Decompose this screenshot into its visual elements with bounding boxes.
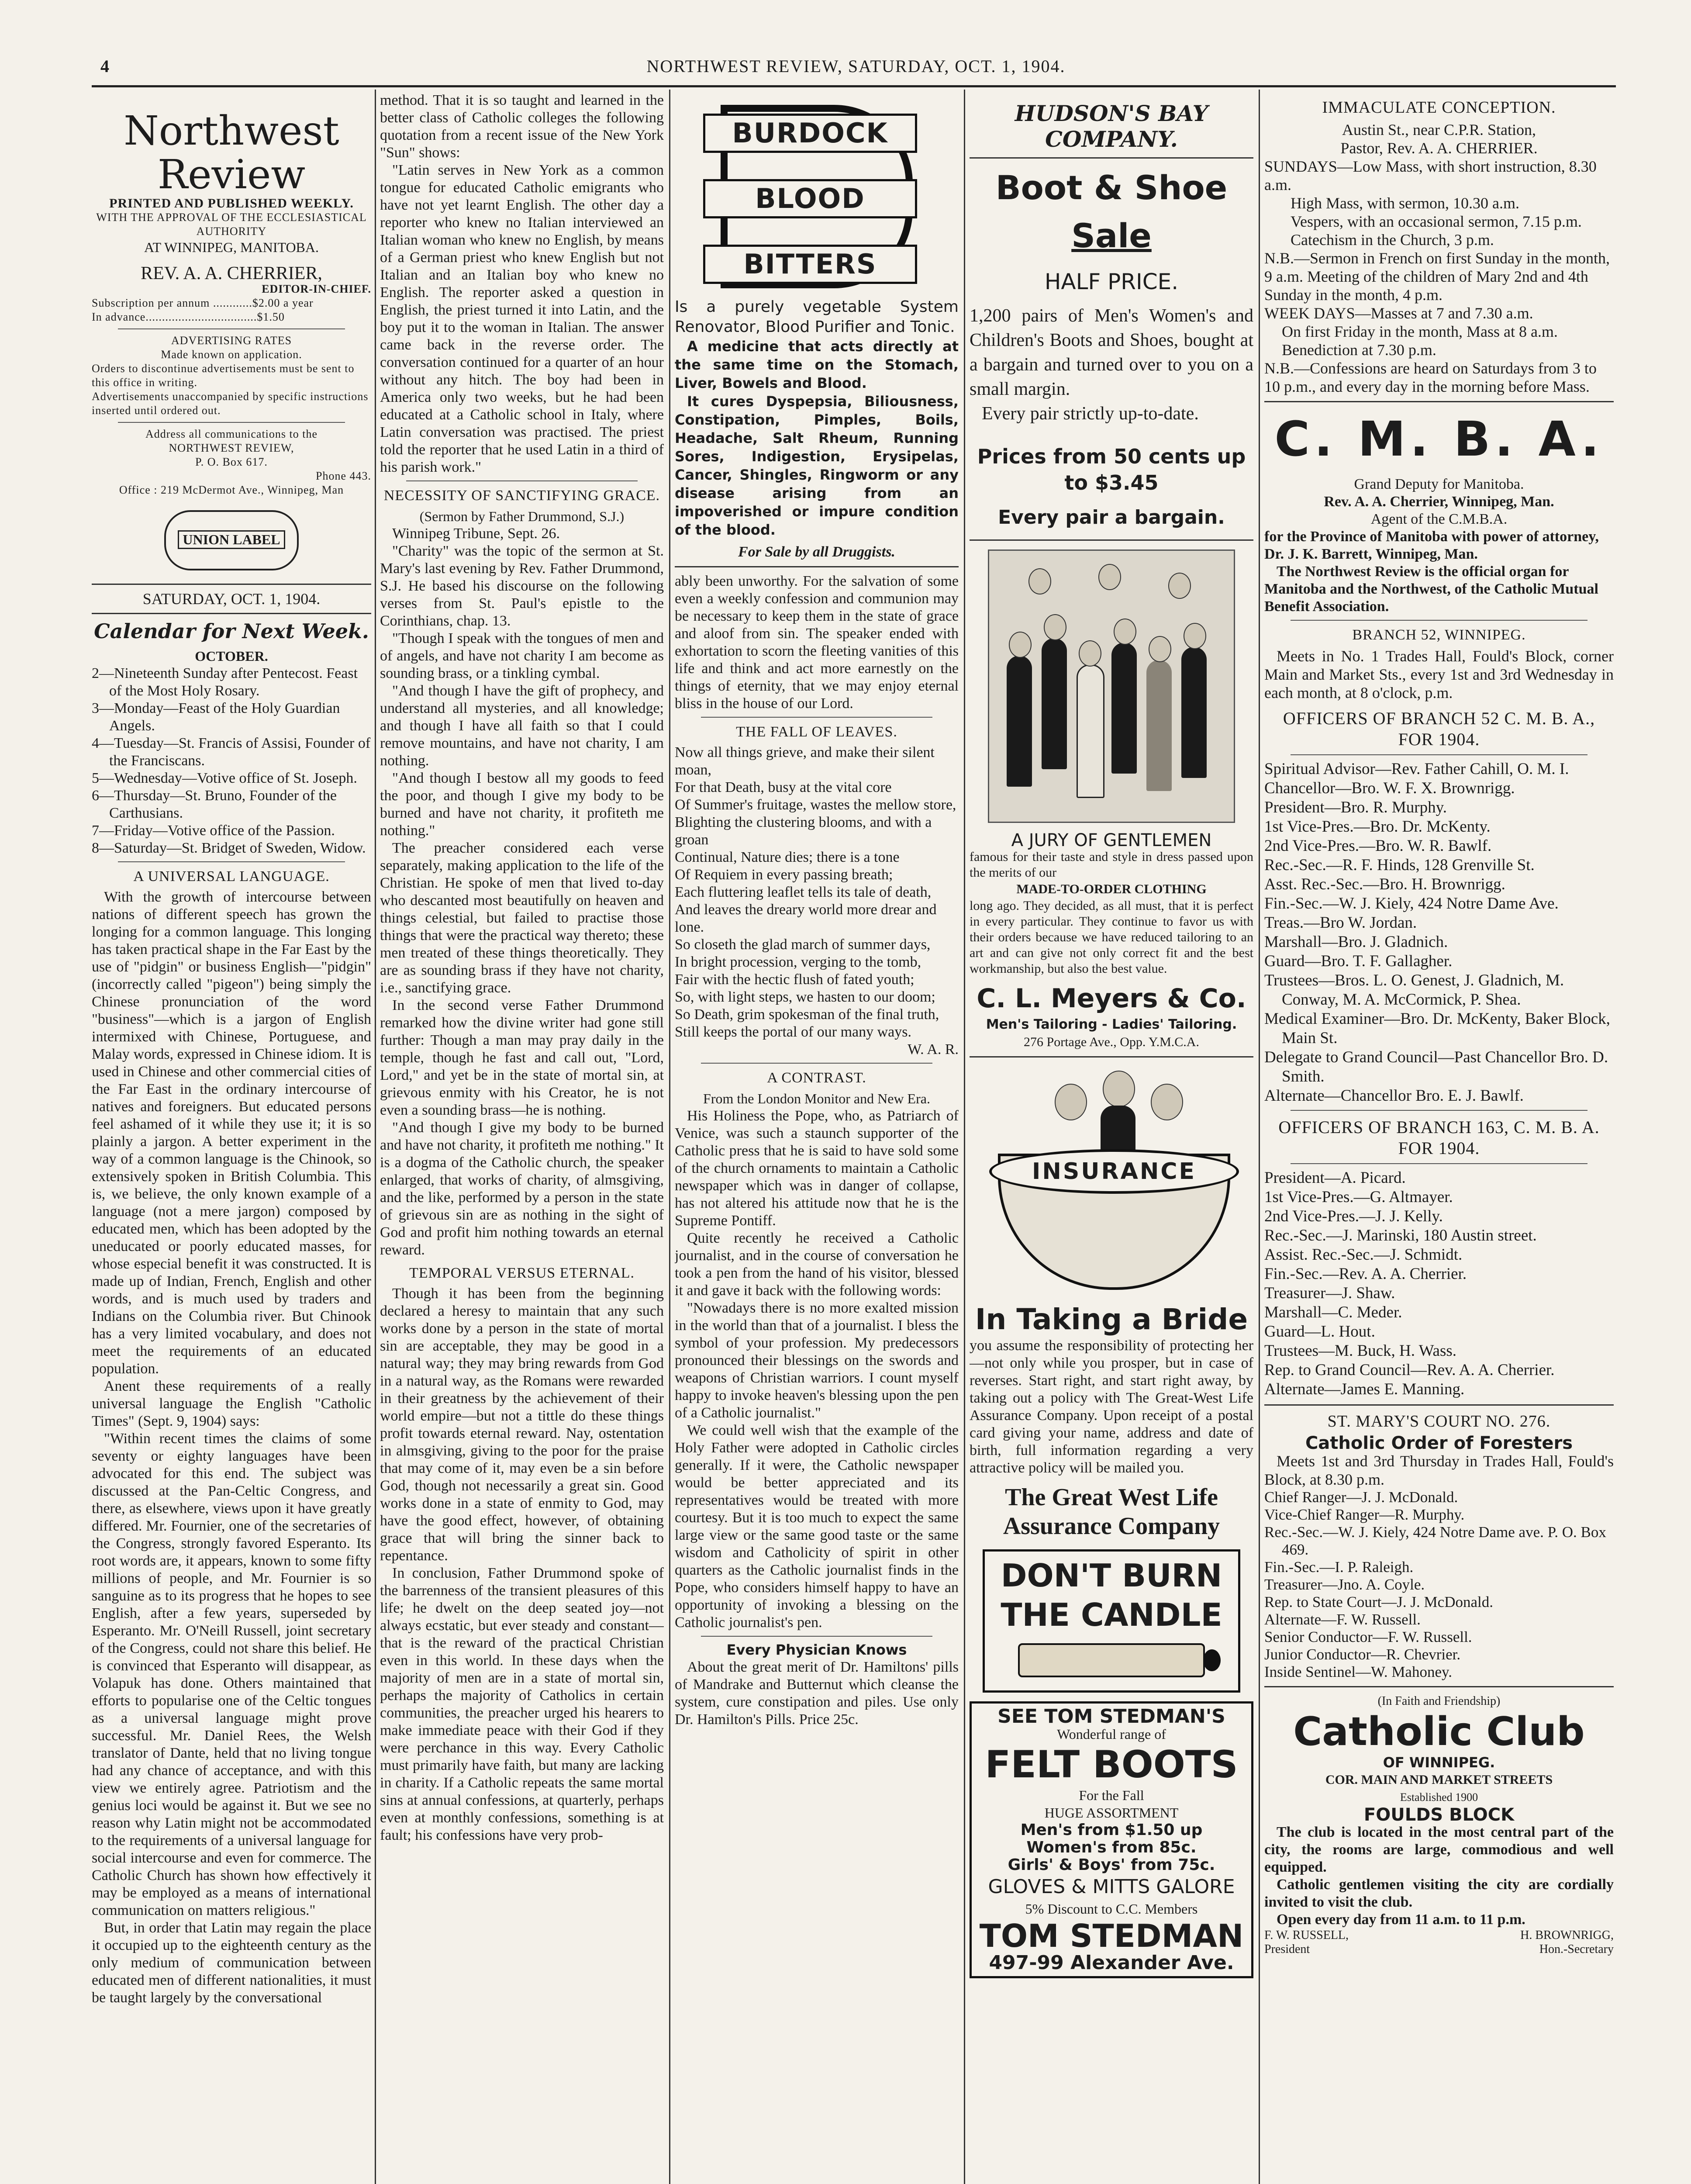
poem-line: So closeth the glad march of summer days, <box>675 936 931 953</box>
subscription: Subscription per annum ............$2.00 a year <box>92 297 314 309</box>
ad-price: Girls' & Boys' from 75c. <box>1008 1856 1215 1874</box>
union-label-text: UNION LABEL <box>178 530 285 549</box>
tailor-address: 276 Portage Ave., Opp. Y.M.C.A. <box>1024 1035 1199 1049</box>
advertisement-body <box>675 297 959 561</box>
gentleman-head <box>1028 568 1051 594</box>
gentleman-figure <box>1111 643 1137 774</box>
signature-name: F. W. RUSSELL, <box>1264 1928 1349 1942</box>
gentleman-head <box>1098 564 1121 590</box>
paragraph: Though it has been from the beginning declared a heresy to maintain that any such works done by a person in the state of mortal sin are acceptable, they may be good in a natural way; they may bring rewards from God in a natural way, as the Romans were rewarded in their greatness by the achievement of their world empire—but not a tittle do these things profit towards eternal reward. Nay, ostentation in almsgiving, giving to the poor for the praise that may come of it, may even be a sin before God, though not necessarily a great sin. Good works done in a state of enmity to God, may have the good effect, however, of obtaining grace that will bring the sinner back to repentance. <box>380 1286 664 1564</box>
gentleman-head <box>1079 640 1101 667</box>
schedule-line: SUNDAYS—Low Mass, with short instruction, 8.30 a.m. <box>1264 158 1597 194</box>
divider <box>1291 620 1587 621</box>
company-name: The Great West Life <box>1005 1484 1218 1511</box>
schedule-line: Catechism in the Church, 3 p.m. <box>1291 231 1494 249</box>
article-body <box>675 1107 959 1631</box>
groom-head <box>1103 1071 1135 1107</box>
ad-line: HUGE ASSORTMENT <box>1044 1805 1179 1821</box>
ad-prices: Prices from 50 cents up to $3.45 <box>977 445 1246 494</box>
ad-text: 1,200 pairs of Men's Women's and Children's Boots and Shoes, bought at a bargain and turned over to you on a small margin. <box>970 306 1253 399</box>
column-1 <box>92 92 371 2184</box>
officers-list <box>1264 1168 1614 1399</box>
court-title: ST. MARY'S COURT NO. 276. <box>1327 1412 1551 1431</box>
officer: Guard—Bro. T. F. Gallagher. <box>1264 952 1453 970</box>
paragraph: ably been unworthy. For the salvation of some even a weekly confession and communion may be necessary to keep them in the state of grace and aloof from sin. The speaker ended with exhortation to scorn the fleeting vanities of this life and think and act more earnestly on the things of eternity, that we may enjoy eternal bliss in the house of our Lord. <box>675 573 959 712</box>
article-body <box>380 1285 664 1844</box>
divider <box>1264 1686 1614 1687</box>
ad-rates-heading: ADVERTISING RATES <box>171 334 292 347</box>
club-line: COR. MAIN AND MARKET STREETS <box>1325 1773 1553 1787</box>
signature-title: President <box>1264 1942 1310 1956</box>
divider <box>1291 1163 1587 1164</box>
masthead-approval: WITH THE APPROVAL OF THE ECCLESIASTICAL AUTHORITY <box>96 211 367 238</box>
ad-body <box>675 1659 959 1728</box>
officer: Rep. to State Court—J. J. McDonald. <box>1264 1593 1493 1610</box>
ad-bargain: Every pair a bargain. <box>998 506 1225 529</box>
calendar-month: OCTOBER. <box>195 648 268 664</box>
paragraph: His Holiness the Pope, who, as Patriarch of Venice, was such a staunch supporter of the Catholic press that he is said to have sold some of the church ornaments to maintain a Catholic newspaper which was in danger of collapse, has not altered his attitude now that he is the Supreme Pontiff. <box>675 1108 959 1229</box>
ad-price: Men's from $1.50 up <box>1020 1821 1203 1839</box>
masthead-place: AT WINNIPEG, MANITOBA. <box>144 239 319 255</box>
poem-line: Now all things grieve, and make their silent moan, <box>675 744 935 778</box>
paragraph: "Nowadays there is no more exalted mission in the world than that of a journalist. I bless the symbol of your profession. My predecessors pronounced their blessings on the swords and weapons of Christian warriors. I count myself happy to invoke heaven's blessing upon the pen of a Catholic journalist." <box>675 1300 959 1421</box>
calendar-item: 7—Friday—Votive office of the Passion. <box>92 822 335 839</box>
officer: 2nd Vice-Pres.—J. J. Kelly. <box>1264 1207 1443 1225</box>
flame-icon <box>1203 1649 1221 1671</box>
logo-word: BLOOD <box>703 179 917 218</box>
article-body <box>380 525 664 1259</box>
office-address: Office : 219 McDermot Ave., Winnipeg, Man <box>119 484 344 496</box>
groom-head <box>1151 1084 1183 1120</box>
officer: Treasurer—Jno. A. Coyle. <box>1264 1576 1425 1593</box>
poem-line: And leaves the dreary world more drear and lone. <box>675 902 937 935</box>
article-title: A UNIVERSAL LANGUAGE. <box>133 868 330 885</box>
address-line: NORTHWEST REVIEW, <box>169 442 294 454</box>
gentleman-head <box>1044 614 1066 640</box>
schedule-line: Austin St., near C.P.R. Station, <box>1342 121 1536 138</box>
officer: Chancellor—Bro. W. F. X. Brownrigg. <box>1264 779 1515 797</box>
club-text: Open every day from 11 a.m. to 11 p.m. <box>1277 1911 1525 1928</box>
officer: Treasurer—J. Shaw. <box>1264 1284 1395 1302</box>
paragraph: In the second verse Father Drummond remarked how the divine writer had gone still further: Though a man may pray daily in the temple, though he fast and call out, "Lord, Lord," and yet be in the state of mortal sin, at grievous enmity with his Creator, he is not even a sounding brass—he is nothing. <box>380 997 664 1118</box>
officer: Delegate to Grand Council—Past Chancellor Bro. D. Smith. <box>1264 1048 1608 1085</box>
cmba-line: for the Province of Manitoba with power of attorney, Dr. J. K. Barrett, Winnipeg, Man. <box>1264 529 1599 562</box>
address-line: P. O. Box 617. <box>195 456 268 468</box>
ad-text: you assume the responsibility of protecting her—not only while you prosper, but in case of reverses. Start right, and start right away, by taking out a policy with The Great-West Life Assurance Company. Upon receipt of a postal card giving your name, address and date of birth, full information regarding a very attractive policy will be mailed you. <box>970 1337 1253 1476</box>
calendar-item: 3—Monday—Feast of the Holy Guardian Angels. <box>92 700 340 734</box>
ad-title: A JURY OF GENTLEMEN <box>1011 830 1212 850</box>
divider <box>701 1063 932 1064</box>
ad-title: Sale <box>1071 216 1152 255</box>
cmba-line: Grand Deputy for Manitoba. <box>1354 476 1524 492</box>
divider <box>92 613 371 614</box>
page-header <box>100 56 1612 82</box>
poem-line: Continual, Nature dies; there is a tone <box>675 849 900 865</box>
paragraph: Anent these requirements of a really universal language the English "Catholic Times" (Sept. 9, 1904) says: <box>92 1378 371 1429</box>
gentleman-head <box>1114 619 1136 645</box>
divider <box>118 328 345 329</box>
article-title: NECESSITY OF SANCTIFYING GRACE. <box>383 487 660 504</box>
ad-line: 5% Discount to C.C. Members <box>1025 1901 1198 1917</box>
officer: 1st Vice-Pres.—G. Altmayer. <box>1264 1188 1453 1206</box>
logo-word: BITTERS <box>703 245 917 284</box>
poem-line: Fair with the hectic flush of fated youth; <box>675 971 915 988</box>
officer: Trustees—Bros. L. O. Genest, J. Gladnich, M. Conway, M. A. McCormick, P. Shea. <box>1264 971 1564 1009</box>
officer: Marshall—Bro. J. Gladnich. <box>1264 933 1448 951</box>
column-4 <box>970 92 1253 2184</box>
poem-line: So Death, grim spokesman of the final truth, <box>675 1006 939 1023</box>
schedule-line: Pastor, Rev. A. A. CHERRIER. <box>1340 139 1538 157</box>
candle-headline: THE CANDLE <box>1001 1597 1222 1633</box>
subscription-advance: In advance..................................$1.50 <box>92 311 285 323</box>
cmba-line: Agent of the C.M.B.A. <box>1370 511 1508 527</box>
ad-line: GLOVES & MITTS GALORE <box>988 1876 1235 1898</box>
column-rule <box>964 90 965 2184</box>
church-title: IMMACULATE CONCEPTION. <box>1322 98 1556 117</box>
divider <box>1264 1404 1614 1406</box>
schedule-line: N.B.—Confessions are heard on Saturdays from 3 to 10 p.m., and every day in the morning before Mass. <box>1264 359 1597 395</box>
page-number: 4 <box>100 56 110 76</box>
officer: Asst. Rec.-Sec.—Bro. H. Brownrigg. <box>1264 875 1505 893</box>
paragraph: Quite recently he received a Catholic journalist, and in the course of conversation he took a pen from the hand of his visitor, blessed it and gave it back with the following words: <box>675 1230 959 1299</box>
schedule-line: Vespers, with an occasional sermon, 7.15 p.m. <box>1291 213 1582 230</box>
divider <box>1291 754 1587 755</box>
calendar-item: 2—Nineteenth Sunday after Pentecost. Feast of the Most Holy Rosary. <box>92 665 358 699</box>
ad-address: 497-99 Alexander Ave. <box>989 1952 1234 1974</box>
divider <box>118 861 345 862</box>
calendar-item: 5—Wednesday—Votive office of St. Joseph. <box>92 770 357 786</box>
officer: Vice-Chief Ranger—R. Murphy. <box>1264 1506 1465 1523</box>
officer: Inside Sentinel—W. Mahoney. <box>1264 1663 1452 1680</box>
calendar-item: 8—Saturday—St. Bridget of Sweden, Widow. <box>92 840 366 856</box>
company-name: Assurance Company <box>1003 1513 1220 1540</box>
article-body <box>675 573 959 712</box>
cmba-line: The Northwest Review is the official organ for Manitoba and the Northwest, of the Catholic Mutual Benefit Association. <box>1264 563 1598 615</box>
paragraph: "Though I speak with the tongues of men and of angels, and have not charity I am become as sounding brass, or a tinkling cymbal. <box>380 630 664 681</box>
insurance-illustration <box>989 1066 1234 1293</box>
ad-line: SEE TOM STEDMAN'S <box>997 1705 1225 1728</box>
ad-rates-line: Advertisements unaccompanied by specific instructions inserted until ordered out. <box>92 390 369 417</box>
officer: Chief Ranger—J. J. McDonald. <box>1264 1489 1458 1506</box>
officer: Alternate—F. W. Russell. <box>1264 1611 1421 1628</box>
paragraph: "And though I have the gift of prophecy, and understand all mysteries, and all knowledge; and though I have all faith so that I could remove mountains, and have not charity, I am nothing. <box>380 683 664 769</box>
ad-text: MADE-TO-ORDER CLOTHING <box>1016 882 1207 896</box>
officer: Spiritual Advisor—Rev. Father Cahill, O. M. I. <box>1264 760 1569 778</box>
court-text: Meets 1st and 3rd Thursday in Trades Hall, Fould's Block, at 8.30 p.m. <box>1264 1452 1614 1488</box>
cmba-info <box>1264 476 1614 615</box>
court-subtitle: Catholic Order of Foresters <box>1305 1433 1573 1453</box>
poem-line: Each fluttering leaflet tells its tale of death, <box>675 884 932 900</box>
poem-line: For that Death, busy at the vital core <box>675 779 892 795</box>
ad-rates-line: Orders to discontinue advertisements must be sent to this office in writing. <box>92 362 355 389</box>
section-title: TEMPORAL VERSUS ETERNAL. <box>409 1265 635 1281</box>
schedule-line: N.B.—Sermon in French on first Sunday in the month, 9 a.m. Meeting of the children of Mary 2nd and 4th Sunday in the month, 4 p.m. <box>1264 249 1610 304</box>
gentleman-head <box>1168 573 1191 599</box>
gentlemen-illustration <box>988 549 1235 823</box>
branch-info <box>1264 647 1614 702</box>
poem-line: Of Requiem in every passing breath; <box>675 867 893 883</box>
poem-body <box>675 744 959 1058</box>
ad-heading: Every Physician Knows <box>726 1641 907 1658</box>
paragraph: "Charity" was the topic of the sermon at St. Mary's last evening by Rev. Father Drummond, S.J. He based his discourse on the following verses from St. Paul's epistle to the Corinthians, chap. 13. <box>380 543 664 629</box>
candle-icon <box>1018 1643 1205 1677</box>
cmba-title: C. M. B. A. <box>1274 411 1604 467</box>
club-text: The club is located in the most central part of the city, the rooms are large, commodious and well equipped. <box>1264 1824 1614 1875</box>
club-info <box>1264 1824 1614 1928</box>
ad-title: In Taking a Bride <box>975 1303 1248 1336</box>
ad-text: It cures Dyspepsia, Biliousness, Constipation, Pimples, Boils, Headache, Salt Rheum, Running Sores, Indigestion, Erysipelas, Cancer, Shingles, Ringworm or any disease arising from an impoverished or impure condition of the blood. <box>675 393 959 538</box>
gentleman-figure <box>1181 647 1207 778</box>
divider <box>1264 401 1614 402</box>
divider <box>406 480 638 481</box>
officer: Assist. Rec.-Sec.—J. Schmidt. <box>1264 1246 1463 1264</box>
ad-sale: For Sale by all Druggists. <box>738 544 895 560</box>
ad-line: Wonderful range of <box>1057 1726 1166 1742</box>
club-signature-titles <box>1264 1942 1614 1956</box>
candle-headline: DON'T BURN <box>1001 1557 1222 1594</box>
club-title: Catholic Club <box>1293 1709 1585 1755</box>
gentleman-head <box>1009 632 1032 658</box>
ad-text: A medicine that acts directly at the same time on the Stomach, Liver, Bowels and Blood. <box>675 338 959 391</box>
paragraph: But, in order that Latin may regain the place it occupied up to the eighteenth century as the only medium of communication between educated men of different nationalities, it must be taught largely by the conversational <box>92 1920 371 2006</box>
ad-text: Every pair strictly up-to-date. <box>982 404 1199 424</box>
paragraph: With the growth of intercourse between nations of different speech has grown the longing for a common language. This longing has taken practical shape in the Far East by the use of "pidgin" or business English—"pidgin" (incorrectly called "pigeon") being simply the Chinese pronunciation of the word "business"—which is a jargon of English intermixed with Chinese, Portuguese, and Malay words, expressed in Chinese idiom. It is used in Chinese and other commercial cities of the Far East in the ordinary intercourse of natives and foreigners. But educated persons feel ashamed of it while they use it; it is so plainly a jargon. A better experiment in the way of a common language is the Chinook, so extensively spoken in British Columbia. This is, we believe, the only known example of a language (not a mere jargon) composed by educated men, which has been adopted by the uneducated or poorly educated masses, for whose especial benefit it was constructed. It is made up of Indian, French, English and other words, and is much used by traders and Indians on the Columbia river. But Chinook has a very limited vocabulary, and does not meet the requirements of an educated population. <box>92 889 371 1377</box>
signature-name: H. BROWNRIGG, <box>1520 1928 1614 1942</box>
divider <box>970 1056 1253 1057</box>
officer: Alternate—Chancellor Bro. E. J. Bawlf. <box>1264 1087 1524 1105</box>
signature-title: Hon.-Secretary <box>1539 1942 1614 1956</box>
article-body <box>92 888 371 2007</box>
stedman-ad <box>970 1701 1253 1978</box>
divider <box>701 1636 932 1637</box>
poem-line: Of Summer's fruitage, wastes the mellow store, <box>675 797 956 813</box>
club-line: FOULDS BLOCK <box>1363 1805 1515 1825</box>
officer: Rec.-Sec.—J. Marinski, 180 Austin street. <box>1264 1227 1537 1244</box>
ad-headline: FELT BOOTS <box>985 1743 1238 1787</box>
gentleman-figure <box>1042 638 1067 769</box>
paragraph: Winnipeg Tribune, Sept. 26. <box>392 525 560 542</box>
paragraph: "And though I give my body to be burned and have not charity, it profiteth me nothing." It is a dogma of the Catholic church, the speaker enlarged, that works of charity, of almsgiving, and the like, performed by a person in the state of grievous sin are as nothing in the sight of God and profit him nothing towards an eternal reward. <box>380 1120 664 1258</box>
column-rule <box>1259 90 1260 2184</box>
article-title: A CONTRAST. <box>767 1070 866 1086</box>
schedule-line: WEEK DAYS—Masses at 7 and 7.30 a.m. <box>1264 304 1533 322</box>
branch-text: Meets in No. 1 Trades Hall, Fould's Block, corner Main and Market Sts., every 1st and 3rd Wednesday in each month, at 8 o'clock, p.m. <box>1264 647 1614 702</box>
court-officers <box>1264 1489 1614 1681</box>
officer: Fin.-Sec.—Rev. A. A. Cherrier. <box>1264 1265 1467 1283</box>
club-text: Catholic gentlemen visiting the city are cordially invited to visit the club. <box>1264 1876 1614 1910</box>
phone: Phone 443. <box>316 470 371 482</box>
officer: Guard—L. Hout. <box>1264 1323 1375 1341</box>
gentleman-head <box>1184 623 1206 649</box>
bowl-rim <box>989 1149 1239 1194</box>
divider <box>970 539 1253 541</box>
column-rule <box>669 90 670 2184</box>
schedule-line: On first Friday in the month, Mass at 8 a.m. Benediction at 7.30 p.m. <box>1282 323 1558 359</box>
court-info <box>1264 1452 1614 1489</box>
officer: Medical Examiner—Bro. Dr. McKenty, Baker Block, Main St. <box>1264 1010 1610 1047</box>
church-schedule <box>1264 121 1614 396</box>
officer: Trustees—M. Buck, H. Wass. <box>1264 1342 1457 1360</box>
branch-title: BRANCH 52, WINNIPEG. <box>1352 627 1526 643</box>
header-rule <box>92 85 1616 87</box>
ad-line: For the Fall <box>1079 1787 1144 1803</box>
paragraph: method. That it is so taught and learned in the better class of Catholic colleges the following quotation from a recent issue of the New York "Sun" shows: <box>380 92 664 161</box>
candle-ad <box>983 1549 1240 1693</box>
gentleman-head <box>1149 636 1171 662</box>
editor-title: EDITOR-IN-CHIEF. <box>262 283 371 295</box>
poem-line: Still keeps the portal of our many ways. <box>675 1024 912 1040</box>
paragraph: "And though I bestow all my goods to feed the poor, and though I give my body to be burned and have not charity, it profiteth me nothing." <box>380 770 664 839</box>
ad-title: Boot & Shoe <box>995 168 1228 207</box>
ad-rates-line: Made known on application. <box>161 348 302 361</box>
paragraph: We could well wish that the example of the Holy Father were adopted in Catholic circles generally. If it were, the Catholic newspaper would be better appreciated and its representatives would be treated with more courtesy. But it is too much to expect the same large view or the same good taste or the same wisdom and Catholicity of spirit in other quarters as the Catholic journalist finds in the Pope, who considers himself happy to have an opportunity of invoking a blessing on the Catholic journalist's pen. <box>675 1422 959 1631</box>
masthead-printed: PRINTED AND PUBLISHED WEEKLY. <box>109 196 354 211</box>
bride-head <box>1055 1084 1087 1120</box>
divider <box>970 157 1253 159</box>
article-subtitle: (Sermon by Father Drummond, S.J.) <box>419 508 625 524</box>
ad-subtitle: HALF PRICE. <box>1044 269 1179 294</box>
column-rule <box>375 90 376 2184</box>
gentleman-figure <box>1077 664 1104 798</box>
paragraph: "Within recent times the claims of some seventy or eighty languages have been advocated for this end. The subject was discussed at the Pan-Celtic Congress, and there, as elsewhere, views upon it have greatly differed. Mr. Fournier, one of the secretaries of the Congress, strongly favored Esperanto. Its root words are, it appears, known to some fifty millions of people, and Mr. Fournier is so sanguine as to its progress that he hopes to see English, after a few years, superseded by Esperanto. Mr. O'Neill Russell, joint secretary of the Congress, could not share this belief. He is convinced that Esperanto will disappear, as Volapuk has done. Others maintained that efforts to popularise one of the Celtic tongues as a universal language might prove successful. Mr. Daniel Rees, the Welsh translator of Dante, held that no living tongue had any chance of acceptance, and with this view we entirely agree. Patriotism and the genius loci would be against it. But we see no reason why Latin might not be accommodated to the requirements of a universal language for social intercourse and even for commerce. The Catholic Church has shown how effectively it may be employed as a means of international communication on matters religious." <box>92 1431 371 1918</box>
poem-signature: W. A. R. <box>908 1041 959 1057</box>
club-line: Established 1900 <box>1400 1791 1478 1804</box>
officer: 2nd Vice-Pres.—Bro. W. R. Bawlf. <box>1264 837 1492 855</box>
union-label-logo <box>164 510 299 570</box>
officer: Marshall—C. Meder. <box>1264 1303 1402 1321</box>
officer: Treas.—Bro W. Jordan. <box>1264 914 1417 932</box>
article-subtitle: From the London Monitor and New Era. <box>703 1091 930 1106</box>
ad-text: long ago. They decided, as all must, that it is perfect in every particular. They continue to favor us with their orders because we have reduced tailoring to an art and can give not only correct fit and the best workmanship, but also the best value. <box>970 898 1253 976</box>
ad-text: famous for their taste and style in dress passed upon the merits of our <box>970 850 1253 880</box>
ad-text: About the great merit of Dr. Hamiltons' pills of Mandrake and Butternut which cleanse the system, cure constipation and piles. Use only Dr. Hamilton's Pills. Price 25c. <box>675 1659 959 1728</box>
gentleman-figure <box>1146 660 1172 791</box>
newspaper-header-title: NORTHWEST REVIEW, SATURDAY, OCT. 1, 1904. <box>646 56 1066 76</box>
officer: Fin.-Sec.—W. J. Kiely, 424 Notre Dame Ave. <box>1264 895 1559 912</box>
poem-line: Blighting the clustering blooms, and with a groan <box>675 814 932 848</box>
officers-title: OFFICERS OF BRANCH 163, C. M. B. A. FOR 1904. <box>1278 1117 1600 1158</box>
officer: Rec.-Sec.—W. J. Kiely, 424 Notre Dame ave. P. O. Box 469. <box>1264 1524 1606 1558</box>
calendar-list <box>92 665 371 857</box>
paragraph: In conclusion, Father Drummond spoke of the barrenness of the transient pleasures of this life; he dwelt on the deep seated joy—not always ecstatic, but ever steady and constant—that is the reward of the practical Christian even in this world. In these days when the majority of men are in a state of mortal sin, perhaps the majority of Catholics in certain communities, the preacher urged his hearers to make immediate peace with their God if they were perchance in this way. Every Catholic must primarily have faith, but many are lacking in charity. If a Catholic repeats the same mortal sins at annual confessions, at quarterly, perhaps even at monthly confessions, something is at fault; his confessions have very prob- <box>380 1565 664 1843</box>
issue-date: SATURDAY, OCT. 1, 1904. <box>142 590 321 608</box>
burdock-blood-bitters-logo <box>694 105 939 288</box>
officer: Alternate—James E. Manning. <box>1264 1380 1465 1398</box>
schedule-line: High Mass, with sermon, 10.30 a.m. <box>1291 194 1519 212</box>
divider <box>92 584 371 585</box>
ad-body <box>970 849 1253 977</box>
logo-word: BURDOCK <box>703 114 917 153</box>
club-motto: (In Faith and Friendship) <box>1377 1694 1501 1708</box>
gentleman-figure <box>1007 656 1032 787</box>
masthead: Northwest Review <box>124 107 339 198</box>
officer: Fin.-Sec.—I. P. Raleigh. <box>1264 1559 1414 1576</box>
officer: Rec.-Sec.—R. F. Hinds, 128 Grenville St. <box>1264 856 1535 874</box>
column-5 <box>1264 92 1614 2184</box>
divider <box>118 422 345 423</box>
column-3 <box>675 92 959 2184</box>
divider <box>701 717 932 718</box>
divider <box>675 566 959 567</box>
ad-store-name: TOM STEDMAN <box>979 1918 1244 1954</box>
officer: President—Bro. R. Murphy. <box>1264 798 1447 816</box>
officer: President—A. Picard. <box>1264 1169 1406 1187</box>
divider <box>1291 1110 1587 1111</box>
officers-list <box>1264 760 1614 1106</box>
address-line: Address all communications to the <box>145 428 318 440</box>
officer: 1st Vice-Pres.—Bro. Dr. McKenty. <box>1264 818 1491 836</box>
cmba-line: Rev. A. A. Cherrier, Winnipeg, Man. <box>1324 494 1554 510</box>
calendar-item: 4—Tuesday—St. Francis of Assisi, Founder of the Franciscans. <box>92 735 371 769</box>
column-2 <box>380 92 664 2184</box>
poem-title: THE FALL OF LEAVES. <box>736 724 897 740</box>
officer: Rep. to Grand Council—Rev. A. A. Cherrier. <box>1264 1361 1555 1379</box>
ad-body <box>970 304 1253 426</box>
officer: Junior Conductor—R. Chevrier. <box>1264 1646 1461 1663</box>
tailor-name: C. L. Meyers & Co. <box>977 983 1246 1014</box>
hudsons-bay-logo: HUDSON'S BAY COMPANY. <box>1015 100 1208 152</box>
poem-line: In bright procession, verging to the tomb, <box>675 954 921 970</box>
paragraph: "Latin serves in New York as a common tongue for educated Catholic emigrants who have not yet learnt English. The other day a reporter who knew no Italian interviewed an Italian woman who knew no English, by means of a German priest who knew English but not Italian and an Italian boy who knew no English. The reporter asked a question in English, the priest turned it into Latin, and the boy put it to the woman in Italian. The answer came back in the reverse order. The conversation continued for a quarter of an hour without any hitch. The boy had been in America only two weeks, but he had been educated at a Catholic school in Italy, where Latin conversation was practised. The priest told the reporter that he used Latin in a third of his parish work." <box>380 162 664 475</box>
ad-price: Women's from 85c. <box>1026 1838 1197 1856</box>
article-body <box>380 92 664 476</box>
ad-text: Is a purely vegetable System Renovator, Blood Purifier and Tonic. <box>675 298 959 336</box>
calendar-item: 6—Thursday—St. Bruno, Founder of the Carthusians. <box>92 788 337 821</box>
ad-body <box>970 1337 1253 1477</box>
paragraph: The preacher considered each verse separately, making application to the life of the Christian. He spoke of men that lived to-day who descanted most beautifully on heaven and things celestial, but failed to practise those things that were the practical way thereto; these men treated of these things theoretically. They are as sounding brass if they have not charity, i.e., sanctifying grace. <box>380 840 664 996</box>
insurance-label: INSURANCE <box>1032 1158 1197 1185</box>
officer: Senior Conductor—F. W. Russell. <box>1264 1628 1472 1645</box>
tailor-sub: Men's Tailoring - Ladies' Tailoring. <box>986 1017 1237 1032</box>
club-signatures <box>1264 1928 1614 1942</box>
officers-title: OFFICERS OF BRANCH 52 C. M. B. A., FOR 1904. <box>1283 708 1595 749</box>
calendar-title: Calendar for Next Week. <box>94 619 369 643</box>
editor-name: REV. A. A. CHERRIER, <box>141 263 322 283</box>
club-line: OF WINNIPEG. <box>1383 1754 1495 1771</box>
poem-line: So, with light steps, we hasten to our doom; <box>675 989 935 1005</box>
